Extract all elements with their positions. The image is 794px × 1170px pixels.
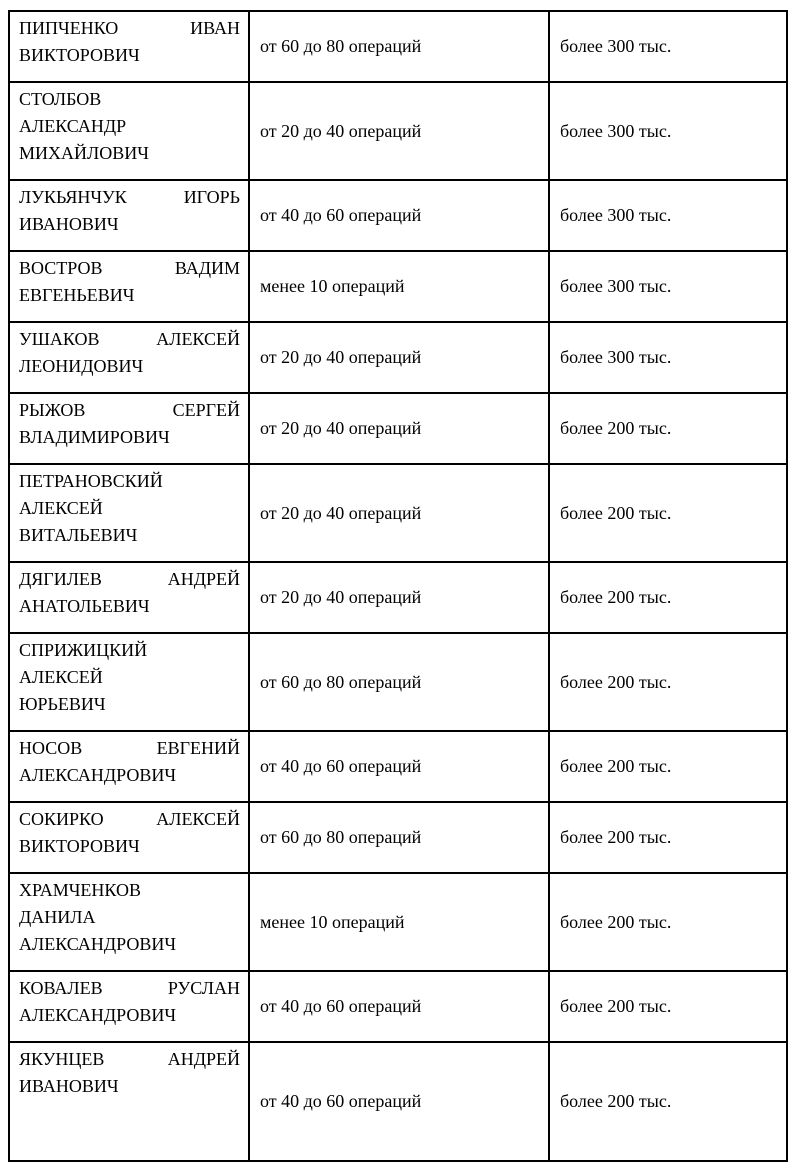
name-line: ПИПЧЕНКО ИВАН xyxy=(19,18,240,38)
table-row xyxy=(9,464,787,562)
table-row xyxy=(9,971,787,1042)
operations-cell: от 20 до 40 операций xyxy=(249,322,549,393)
name-cell xyxy=(9,251,249,322)
operations-cell: от 40 до 60 операций xyxy=(249,731,549,802)
name-line: СТОЛБОВ xyxy=(19,89,102,109)
table-row xyxy=(9,802,787,873)
name-line: ВОСТРОВ ВАДИМ xyxy=(19,258,240,278)
table-row xyxy=(9,731,787,802)
name-line: ВЛАДИМИРОВИЧ xyxy=(19,427,170,447)
amount-cell: более 200 тыс. xyxy=(549,802,787,873)
name-cell xyxy=(9,393,249,464)
name-cell xyxy=(9,633,249,731)
amount-cell: более 300 тыс. xyxy=(549,180,787,251)
amount-cell: более 200 тыс. xyxy=(549,464,787,562)
name-line: МИХАЙЛОВИЧ xyxy=(19,143,149,163)
name-line: ЛУКЬЯНЧУК ИГОРЬ xyxy=(19,187,240,207)
operations-cell: от 60 до 80 операций xyxy=(249,802,549,873)
operations-cell: от 20 до 40 операций xyxy=(249,393,549,464)
name-line: СПРИЖИЦКИЙ xyxy=(19,640,148,660)
amount-cell: более 200 тыс. xyxy=(549,971,787,1042)
table-row xyxy=(9,82,787,180)
name-line: ПЕТРАНОВСКИЙ xyxy=(19,471,163,491)
name-line: РЫЖОВ СЕРГЕЙ xyxy=(19,400,240,420)
name-cell xyxy=(9,1042,249,1161)
name-line: ЯКУНЦЕВ АНДРЕЙ xyxy=(19,1049,240,1069)
operations-cell: менее 10 операций xyxy=(249,251,549,322)
table-row xyxy=(9,873,787,971)
name-line: ИВАНОВИЧ xyxy=(19,214,119,234)
table-row xyxy=(9,180,787,251)
amount-cell: более 300 тыс. xyxy=(549,82,787,180)
operations-cell: от 60 до 80 операций xyxy=(249,11,549,82)
name-line: ЕВГЕНЬЕВИЧ xyxy=(19,285,135,305)
table-row xyxy=(9,562,787,633)
operations-cell: менее 10 операций xyxy=(249,873,549,971)
name-line: ВИКТОРОВИЧ xyxy=(19,45,140,65)
table-row xyxy=(9,322,787,393)
name-line: ВИКТОРОВИЧ xyxy=(19,836,140,856)
name-line: ДАНИЛА xyxy=(19,907,96,927)
amount-cell: более 300 тыс. xyxy=(549,11,787,82)
name-cell xyxy=(9,562,249,633)
name-cell xyxy=(9,731,249,802)
amount-cell: более 200 тыс. xyxy=(549,633,787,731)
name-line: АЛЕКСАНДР xyxy=(19,116,127,136)
operations-cell: от 20 до 40 операций xyxy=(249,82,549,180)
table-row xyxy=(9,393,787,464)
amount-cell: более 200 тыс. xyxy=(549,562,787,633)
name-line: УШАКОВ АЛЕКСЕЙ xyxy=(19,329,240,349)
name-cell xyxy=(9,180,249,251)
name-line: ВИТАЛЬЕВИЧ xyxy=(19,525,138,545)
name-line: АЛЕКСЕЙ xyxy=(19,667,103,687)
table-body xyxy=(9,11,787,1161)
name-cell xyxy=(9,873,249,971)
operations-cell: от 20 до 40 операций xyxy=(249,464,549,562)
operations-cell: от 40 до 60 операций xyxy=(249,971,549,1042)
table-row xyxy=(9,251,787,322)
amount-cell: более 300 тыс. xyxy=(549,322,787,393)
operations-cell: от 40 до 60 операций xyxy=(249,180,549,251)
amount-cell: более 200 тыс. xyxy=(549,873,787,971)
operators-table xyxy=(8,10,788,1162)
amount-cell: более 200 тыс. xyxy=(549,731,787,802)
table-row xyxy=(9,11,787,82)
name-line: ЮРЬЕВИЧ xyxy=(19,694,106,714)
name-line: АЛЕКСЕЙ xyxy=(19,498,103,518)
name-cell xyxy=(9,11,249,82)
name-line: АНАТОЛЬЕВИЧ xyxy=(19,596,150,616)
name-cell xyxy=(9,322,249,393)
amount-cell: более 300 тыс. xyxy=(549,251,787,322)
name-line: АЛЕКСАНДРОВИЧ xyxy=(19,1005,177,1025)
operations-cell: от 40 до 60 операций xyxy=(249,1042,549,1161)
name-line: АЛЕКСАНДРОВИЧ xyxy=(19,765,177,785)
name-line: АЛЕКСАНДРОВИЧ xyxy=(19,934,177,954)
name-line: КОВАЛЕВ РУСЛАН xyxy=(19,978,240,998)
name-line: ИВАНОВИЧ xyxy=(19,1076,119,1096)
name-line: ХРАМЧЕНКОВ xyxy=(19,880,141,900)
name-line: НОСОВ ЕВГЕНИЙ xyxy=(19,738,240,758)
operations-cell: от 20 до 40 операций xyxy=(249,562,549,633)
table-row xyxy=(9,633,787,731)
amount-cell: более 200 тыс. xyxy=(549,393,787,464)
name-cell xyxy=(9,802,249,873)
name-line: ДЯГИЛЕВ АНДРЕЙ xyxy=(19,569,240,589)
name-cell xyxy=(9,464,249,562)
amount-cell: более 200 тыс. xyxy=(549,1042,787,1161)
operations-cell: от 60 до 80 операций xyxy=(249,633,549,731)
name-cell xyxy=(9,971,249,1042)
name-cell xyxy=(9,82,249,180)
name-line: СОКИРКО АЛЕКСЕЙ xyxy=(19,809,240,829)
table-row xyxy=(9,1042,787,1161)
name-line: ЛЕОНИДОВИЧ xyxy=(19,356,144,376)
